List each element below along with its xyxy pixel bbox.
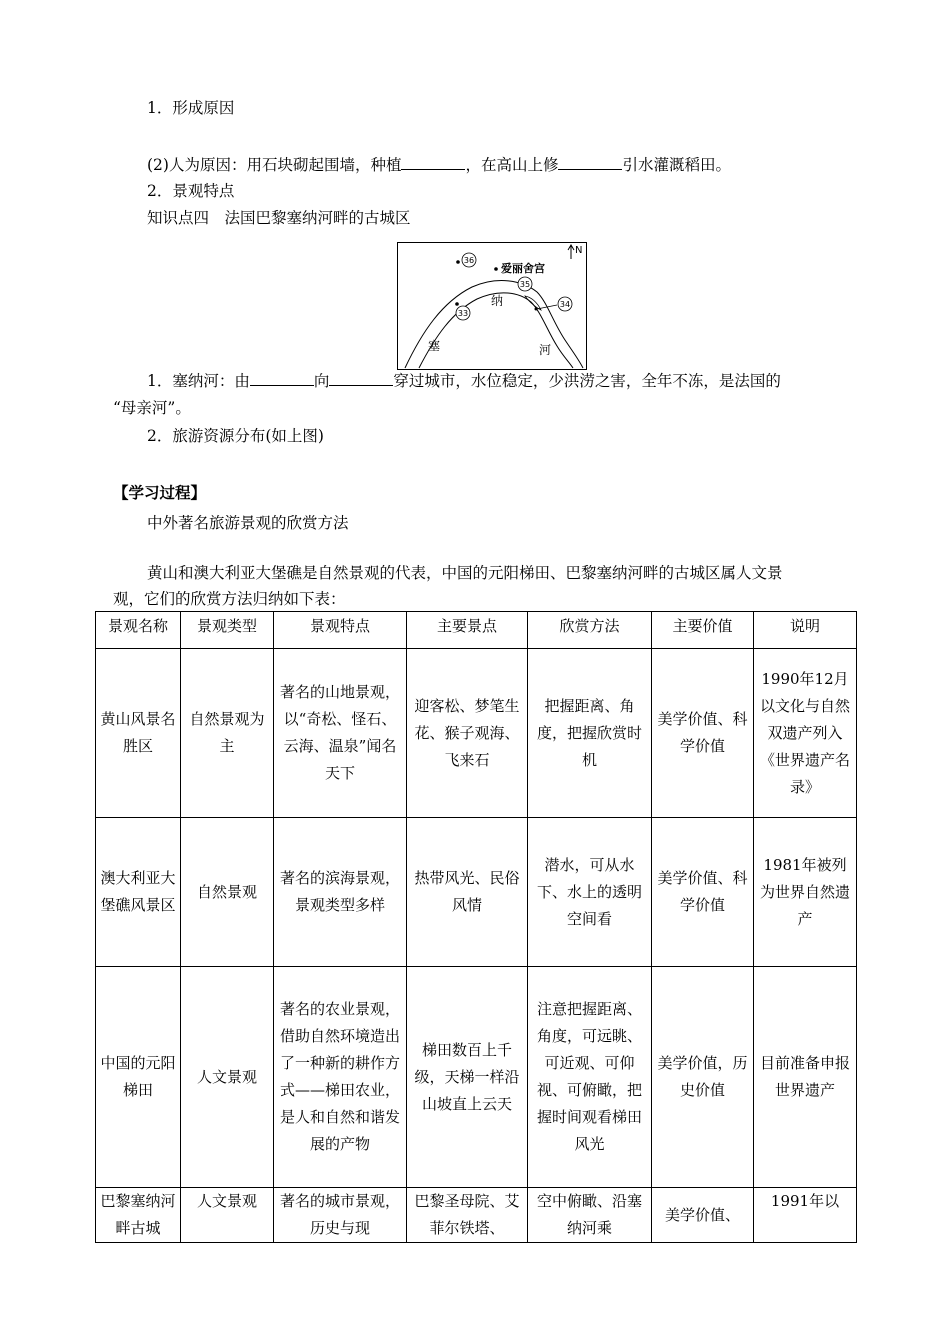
- header-cell: 主要景点: [407, 612, 528, 649]
- table-cell: 美学价值，历史价值: [652, 967, 754, 1188]
- blank-build[interactable]: [558, 155, 622, 170]
- header-cell: 说明: [754, 612, 857, 649]
- table-cell: 美学价值、: [652, 1188, 754, 1243]
- header-cell: 景观类型: [181, 612, 274, 649]
- table-cell: 注意把握距离、角度，可远眺、可近观、可仰视、可俯瞰，把握时间观看梯田风光: [528, 967, 652, 1188]
- marker-33-dot: [455, 302, 459, 306]
- table-cell: 迎客松、梦笔生花、猴子观海、飞来石: [407, 649, 528, 818]
- learning-process-heading: 【学习过程】: [113, 483, 207, 502]
- table-cell: 目前准备申报世界遗产: [754, 967, 857, 1188]
- table-cell: 自然景观: [181, 818, 274, 967]
- intro-paragraph-line-1: 黄山和澳大利亚大堡礁是自然景观的代表，中国的元阳梯田、巴黎塞纳河畔的古城区属人文景: [147, 564, 783, 582]
- header-cell: 欣赏方法: [528, 612, 652, 649]
- appreciation-table: [95, 611, 857, 1243]
- elysee-label: 爱丽舍宫: [501, 262, 545, 275]
- mother-river-line: “母亲河”。: [113, 399, 191, 417]
- seine-text-2: 向: [313, 372, 330, 390]
- human-cause-text-3: 引水灌溉稻田。: [622, 156, 731, 174]
- seine-map: [397, 242, 587, 370]
- table-cell: 著名的城市景观，历史与现: [274, 1188, 407, 1243]
- table-cell: 1990年12月以文化与自然双遗产列入《世界遗产名录》: [754, 649, 857, 818]
- svg-text:34: 34: [559, 300, 571, 309]
- table-cell: 人文景观: [181, 1188, 274, 1243]
- table-row: [96, 1188, 857, 1243]
- table-cell: 著名的山地景观，以“奇松、怪石、云海、温泉”闻名天下: [274, 649, 407, 818]
- landscape-features-heading: 2．景观特点: [147, 182, 235, 200]
- table-header-row: [96, 612, 857, 649]
- header-cell: 景观名称: [96, 612, 181, 649]
- human-cause-text-2: ，在高山上修: [465, 156, 559, 174]
- intro-paragraph-line-2: 观，它们的欣赏方法归纳如下表：: [113, 590, 346, 608]
- table-row: [96, 649, 857, 818]
- elysee-dot: [494, 267, 498, 271]
- seine-text-3: 穿过城市，水位稳定，少洪涝之害，全年不冻，是法国的: [393, 372, 781, 390]
- table-cell: 美学价值、科学价值: [652, 818, 754, 967]
- header-cell: 主要价值: [652, 612, 754, 649]
- table-cell: 著名的农业景观，借助自然环境造出了一种新的耕作方式——梯田农业，是人和自然和谐发展的产物: [274, 967, 407, 1188]
- svg-text:36: 36: [463, 256, 475, 265]
- river-char-he: 河: [539, 343, 552, 357]
- knowledge-point-four: 知识点四 法国巴黎塞纳河畔的古城区: [147, 209, 411, 227]
- human-cause-text-1: (2)人为原因：用石块砌起围墙，种植: [147, 156, 402, 174]
- table-cell: 黄山风景名胜区: [96, 649, 181, 818]
- table-cell: 人文景观: [181, 967, 274, 1188]
- blank-to[interactable]: [329, 371, 393, 386]
- table-cell: 著名的滨海景观，景观类型多样: [274, 818, 407, 967]
- formation-cause-heading: 1．形成原因: [147, 99, 235, 117]
- table-row: [96, 818, 857, 967]
- north-label: N: [575, 245, 583, 256]
- table-cell: 澳大利亚大堡礁风景区: [96, 818, 181, 967]
- table-cell: 把握距离、角度，把握欣赏时机: [528, 649, 652, 818]
- blank-from[interactable]: [250, 371, 314, 386]
- table-cell: 中国的元阳梯田: [96, 967, 181, 1188]
- table-cell: 空中俯瞰、沿塞纳河乘: [528, 1188, 652, 1243]
- table-cell: 1991年以: [754, 1188, 857, 1243]
- table-cell: 巴黎圣母院、艾菲尔铁塔、: [407, 1188, 528, 1243]
- table-cell: 热带风光、民俗风情: [407, 818, 528, 967]
- river-char-sai: 塞: [428, 339, 441, 353]
- table-cell: 美学价值、科学价值: [652, 649, 754, 818]
- appreciation-methods-title: 中外著名旅游景观的欣赏方法: [147, 514, 349, 532]
- table-row: [96, 967, 857, 1188]
- river-char-na: 纳: [491, 294, 504, 308]
- svg-text:35: 35: [519, 280, 531, 289]
- seine-line: [147, 371, 781, 391]
- table-cell: 巴黎塞纳河畔古城: [96, 1188, 181, 1243]
- tourism-distribution-line: 2．旅游资源分布(如上图): [147, 427, 324, 445]
- table-cell: 自然景观为主: [181, 649, 274, 818]
- marker-36-dot: [456, 260, 460, 264]
- blank-plant[interactable]: [401, 155, 465, 170]
- seine-text-1: 1．塞纳河：由: [147, 372, 250, 390]
- table-cell: 1981年被列为世界自然遗产: [754, 818, 857, 967]
- human-cause-line: [147, 155, 731, 175]
- table-cell: 梯田数百上千级，天梯一样沿山坡直上云天: [407, 967, 528, 1188]
- header-cell: 景观特点: [274, 612, 407, 649]
- table-cell: 潜水，可从水下、水上的透明空间看: [528, 818, 652, 967]
- svg-text:33: 33: [457, 309, 469, 318]
